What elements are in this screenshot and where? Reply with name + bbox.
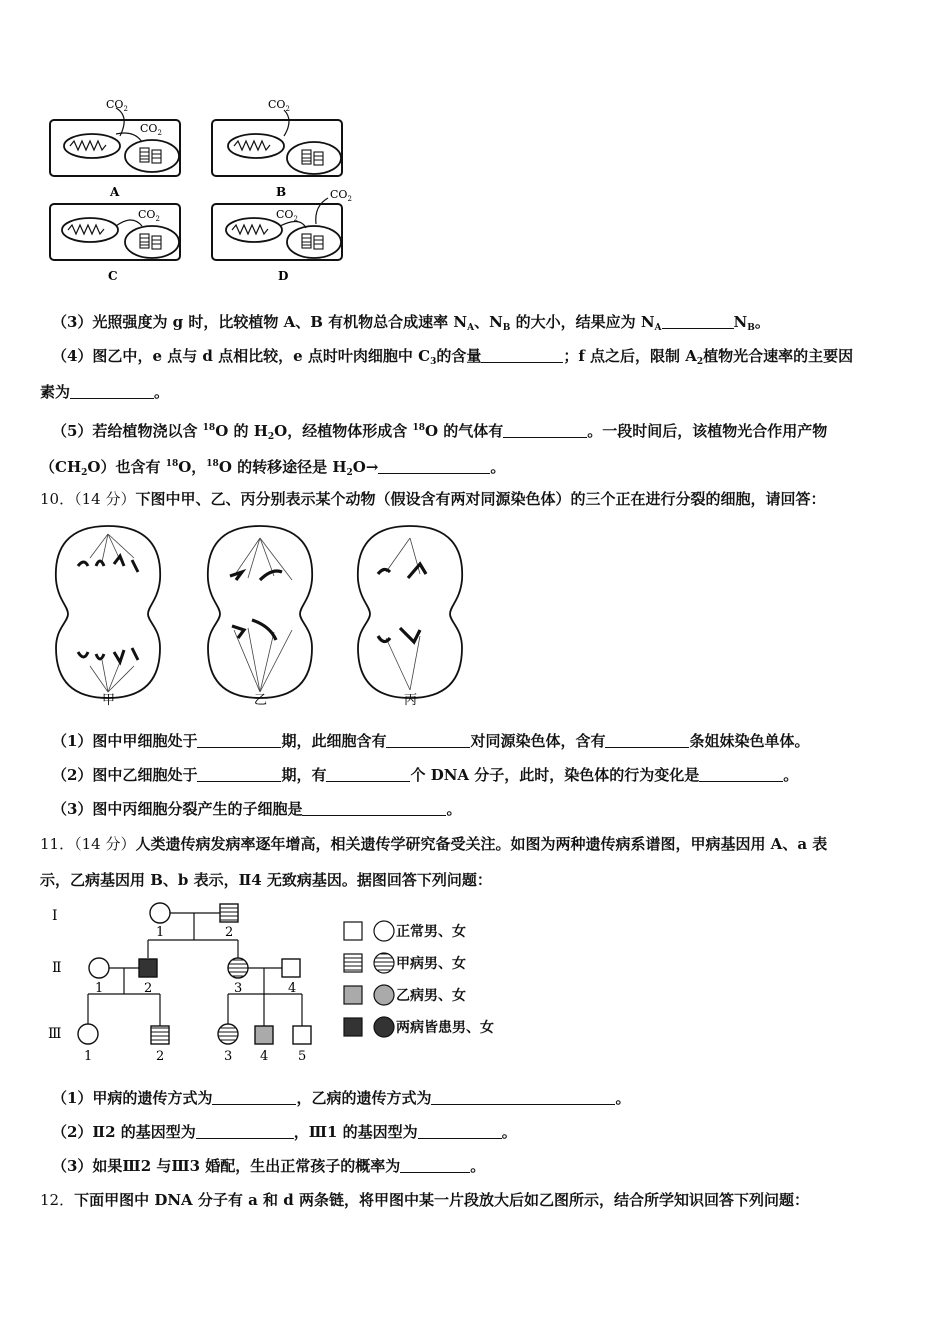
id-label: 3: [234, 981, 243, 996]
q9-part5: [52, 418, 827, 447]
text: 。: [446, 800, 462, 818]
id-label: 1: [84, 1049, 93, 1064]
pedigree-male-disease-a: [151, 1026, 169, 1044]
panel-d: [212, 188, 352, 283]
sub: 2: [346, 468, 353, 478]
text: ；f 点之后，限制 A: [563, 347, 697, 365]
cell-division-figure: [48, 520, 478, 710]
legend-female-disease-a-icon: [374, 953, 394, 973]
text: 示，乙病基因用 B、b 表示，Ⅱ4 无致病基因。据图回答下列问题：: [40, 871, 492, 889]
co2-label: $CO_2$: [268, 98, 290, 113]
cell-label-jia: 甲: [102, 693, 116, 708]
text: 。: [490, 458, 506, 476]
legend-female-disease-b-icon: [374, 985, 394, 1005]
answer-blank[interactable]: [70, 384, 154, 399]
pedigree-male-disease-b: [255, 1026, 273, 1044]
answer-blank[interactable]: [378, 459, 490, 474]
pedigree-female-disease-a: [228, 958, 248, 978]
text: 人类遗传病发病率逐年增高，相关遗传学研究备受关注。如图为两种遗传病系谱图，甲病基因用 A、a 表: [135, 835, 828, 853]
co2-label: $CO_2$: [106, 98, 128, 113]
text: （CH: [40, 458, 82, 476]
legend-male-disease-a-icon: [344, 954, 362, 972]
text: 的大小，结果应为 N: [510, 313, 655, 331]
text: O 的转移途径是 H: [218, 458, 347, 476]
sup: 18: [412, 423, 425, 433]
q12-stem: [40, 1190, 809, 1210]
pedigree-female-disease-a: [218, 1024, 238, 1044]
answer-blank[interactable]: [605, 733, 689, 748]
text: O，: [178, 458, 207, 476]
q9-part5-cont: [40, 454, 505, 483]
panel-a: [50, 98, 180, 199]
sup: 18: [206, 459, 219, 469]
legend-male-disease-b-icon: [344, 986, 362, 1004]
text: O 的气体有: [424, 422, 504, 440]
text: （3）图中丙细胞分裂产生的子细胞是: [52, 800, 303, 818]
text: 。: [470, 1157, 486, 1175]
text: 条姐妹染色单体。: [689, 732, 810, 750]
panel-label-a: A: [110, 185, 120, 199]
text: （3）光照强度为 g 时，比较植物 A、B 有机物总合成速率 N: [52, 313, 468, 331]
cell-label-bing: 丙: [404, 693, 418, 708]
co2-label: $CO_2$: [140, 122, 162, 137]
sub: 3: [430, 357, 437, 367]
text: 下图中甲、乙、丙分别表示某个动物（假设含有两对同源染色体）的三个正在进行分裂的细胞，请回答：: [135, 490, 826, 508]
panel-label-c: C: [108, 269, 118, 283]
text: 。一段时间后，该植物光合作用产物: [587, 422, 828, 440]
cell-bing: [358, 526, 462, 708]
id-label: 5: [298, 1049, 307, 1064]
answer-blank[interactable]: [431, 1090, 615, 1105]
legend-normal: 正常男、女: [396, 924, 466, 940]
answer-blank[interactable]: [481, 348, 563, 363]
pedigree-male-disease-a: [220, 904, 238, 922]
answer-blank[interactable]: [326, 767, 410, 782]
generation-label: Ⅰ: [52, 908, 58, 924]
sub: B: [747, 323, 755, 333]
sub: 2: [81, 468, 88, 478]
panel-label-d: D: [278, 269, 289, 283]
text: O，经植物体形成含: [274, 422, 413, 440]
q9-part3: [52, 312, 770, 338]
answer-blank[interactable]: [503, 423, 587, 438]
text: 对同源染色体，含有: [470, 732, 606, 750]
co2-label: $CO_2$: [276, 208, 298, 223]
pedigree-female-normal: [78, 1024, 98, 1044]
q11-part2: [52, 1122, 517, 1142]
cell-organelle-figure: [44, 94, 364, 284]
sub: 2: [267, 432, 275, 442]
text: O→: [352, 458, 379, 476]
text: 个 DNA 分子，此时，染色体的行为变化是: [410, 766, 700, 784]
text: 植物光合速率的主要因: [703, 347, 854, 365]
text: （3）如果Ⅲ2 与Ⅲ3 婚配，生出正常孩子的概率为: [52, 1157, 401, 1175]
text: 。: [154, 383, 170, 401]
question-number: 10．（14 分）: [40, 490, 136, 508]
q10-part2: [52, 765, 798, 785]
text: 的含量: [436, 347, 482, 365]
text: （2）Ⅱ2 的基因型为: [52, 1123, 196, 1141]
text: 、N: [474, 313, 503, 331]
text: 期，此细胞含有: [281, 732, 387, 750]
answer-blank[interactable]: [386, 733, 470, 748]
pedigree-female-normal: [89, 958, 109, 978]
pedigree-legend-symbols: [342, 920, 398, 1050]
q11-stem-cont: [40, 870, 492, 890]
q11-stem: [40, 834, 827, 854]
legend-male-both-icon: [344, 1018, 362, 1036]
panel-label-b: B: [276, 185, 287, 199]
text: （1）图中甲细胞处于: [52, 732, 198, 750]
answer-blank[interactable]: [196, 1124, 294, 1139]
sub: A: [654, 323, 662, 333]
text: （1）甲病的遗传方式为: [52, 1089, 213, 1107]
answer-blank[interactable]: [699, 767, 783, 782]
question-number: 12．: [40, 1191, 75, 1209]
answer-blank[interactable]: [197, 733, 281, 748]
pedigree-female-normal: [150, 903, 170, 923]
legend-disease-a: 甲病男、女: [396, 956, 466, 972]
sub: B: [502, 323, 511, 333]
pedigree-chart: [44, 898, 344, 1068]
pedigree-male-both: [139, 959, 157, 977]
answer-blank[interactable]: [418, 1124, 502, 1139]
panel-b: [212, 98, 342, 199]
answer-blank[interactable]: [212, 1090, 296, 1105]
q9-part4-cont: [40, 382, 169, 402]
text: ，Ⅲ1 的基因型为: [293, 1123, 418, 1141]
answer-blank[interactable]: [400, 1158, 470, 1173]
text: O）也含有: [87, 458, 166, 476]
legend-disease-b: 乙病男、女: [396, 988, 466, 1004]
text: （4）图乙中，e 点与 d 点相比较，e 点时叶肉细胞中 C: [52, 347, 431, 365]
co2-label: $CO_2$: [330, 188, 352, 203]
text: （5）若给植物浇以含: [52, 422, 203, 440]
text: 。: [501, 1123, 517, 1141]
text: （2）图中乙细胞处于: [52, 766, 198, 784]
sup: 18: [202, 423, 216, 433]
legend-both: 两病皆患男、女: [396, 1020, 494, 1036]
text: 素为: [40, 383, 71, 401]
sub: 2: [696, 357, 704, 367]
cell-label-yi: 乙: [254, 693, 268, 708]
id-label: 2: [225, 925, 234, 940]
id-label: 4: [288, 981, 297, 996]
q11-part3: [52, 1156, 485, 1176]
text: 期，有: [281, 766, 327, 784]
text: ，乙病的遗传方式为: [296, 1089, 432, 1107]
legend-female-both-icon: [374, 1017, 394, 1037]
sub: A: [467, 323, 475, 333]
text: N: [733, 313, 748, 331]
legend-male-normal-icon: [344, 922, 362, 940]
co2-label: $CO_2$: [138, 208, 160, 223]
q10-stem: [40, 489, 825, 509]
answer-blank[interactable]: [302, 801, 446, 816]
id-label: 2: [156, 1049, 165, 1064]
answer-blank[interactable]: [662, 314, 734, 329]
sup: 18: [165, 459, 179, 469]
id-label: 2: [144, 981, 153, 996]
q10-part3: [52, 799, 461, 819]
generation-label: Ⅲ: [48, 1026, 62, 1042]
id-label: 1: [156, 925, 165, 940]
text: O 的 H: [215, 422, 268, 440]
text: 。: [754, 313, 770, 331]
text: 。: [783, 766, 799, 784]
text: 下面甲图中 DNA 分子有 a 和 d 两条链，将甲图中某一片段放大后如乙图所示，结合所学知识回答下列问题：: [74, 1191, 809, 1209]
text: 。: [615, 1089, 631, 1107]
question-number: 11．（14 分）: [40, 835, 136, 853]
pedigree-male-normal: [282, 959, 300, 977]
legend-female-normal-icon: [374, 921, 394, 941]
id-label: 4: [260, 1049, 269, 1064]
q10-part1: [52, 731, 810, 751]
generation-label: Ⅱ: [52, 960, 62, 976]
id-label: 1: [95, 981, 104, 996]
id-label: 3: [224, 1049, 233, 1064]
cell-jia: [56, 526, 160, 708]
q9-part4: [52, 346, 853, 372]
pedigree-male-normal: [293, 1026, 311, 1044]
cell-yi: [208, 526, 312, 708]
answer-blank[interactable]: [197, 767, 281, 782]
panel-c: [50, 204, 180, 283]
q11-part1: [52, 1088, 630, 1108]
